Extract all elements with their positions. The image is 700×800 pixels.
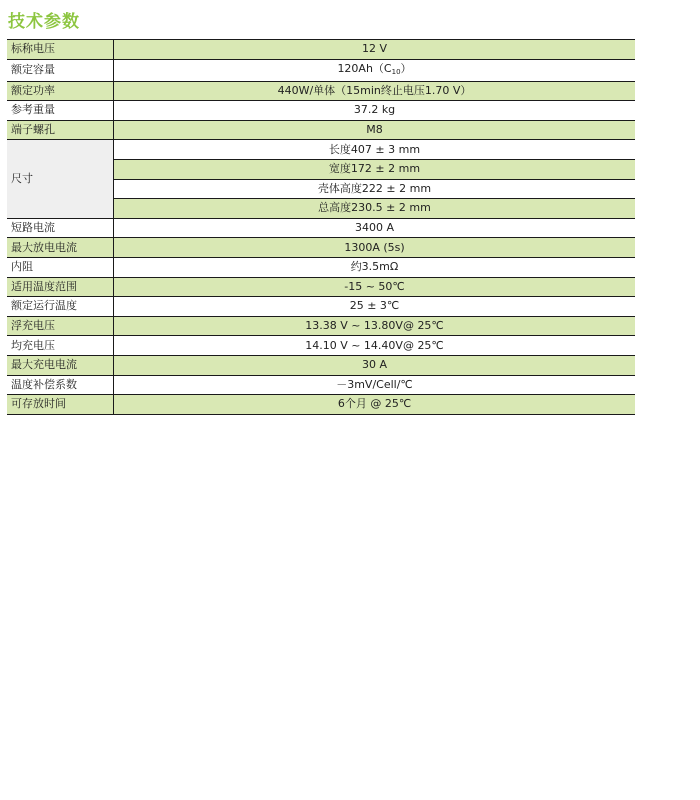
value-text-tail: ） <box>400 61 412 75</box>
row-label: 可存放时间 <box>7 395 114 415</box>
row-label: 内阻 <box>7 257 114 277</box>
row-label: 标称电压 <box>7 40 114 60</box>
row-value: 1300A (5s) <box>114 238 636 258</box>
table-row <box>7 81 635 101</box>
row-value: 总高度230.5 ± 2 mm <box>114 199 636 219</box>
row-label: 温度补偿系数 <box>7 375 114 395</box>
table-row <box>7 140 635 160</box>
page-title: 技术参数 <box>8 12 80 32</box>
table-row <box>7 277 635 297</box>
row-value: 6个月 @ 25℃ <box>114 395 636 415</box>
table-row <box>7 316 635 336</box>
row-label: 额定功率 <box>7 81 114 101</box>
row-label: 额定容量 <box>7 59 114 81</box>
row-label: 浮充电压 <box>7 316 114 336</box>
table-row <box>7 395 635 415</box>
table-row <box>7 59 635 81</box>
row-label: 均充电压 <box>7 336 114 356</box>
row-value: 37.2 kg <box>114 101 636 121</box>
row-value: 长度407 ± 3 mm <box>114 140 636 160</box>
table-row <box>7 355 635 375</box>
table-row <box>7 120 635 140</box>
value-text: 120Ah（C <box>337 61 392 75</box>
row-label: 端子螺孔 <box>7 120 114 140</box>
row-value: -15 ~ 50℃ <box>114 277 636 297</box>
row-value: 3400 A <box>114 218 636 238</box>
spec-table <box>7 39 635 415</box>
row-value: 30 A <box>114 355 636 375</box>
row-value: 25 ± 3℃ <box>114 297 636 317</box>
row-value: 14.10 V ~ 14.40V@ 25℃ <box>114 336 636 356</box>
row-label: 最大放电电流 <box>7 238 114 258</box>
row-value <box>114 59 636 81</box>
table-row <box>7 297 635 317</box>
table-row <box>7 375 635 395</box>
row-label: 额定运行温度 <box>7 297 114 317</box>
row-label: 尺寸 <box>7 140 114 218</box>
row-value: 12 V <box>114 40 636 60</box>
value-subscript: 10 <box>391 67 401 76</box>
table-row <box>7 101 635 121</box>
table-row <box>7 238 635 258</box>
row-label: 短路电流 <box>7 218 114 238</box>
row-value: 约3.5mΩ <box>114 257 636 277</box>
row-value: 宽度172 ± 2 mm <box>114 159 636 179</box>
table-row <box>7 218 635 238</box>
row-label: 适用温度范围 <box>7 277 114 297</box>
table-row <box>7 40 635 60</box>
row-value: －3mV/Cell/℃ <box>114 375 636 395</box>
table-row <box>7 257 635 277</box>
row-value: 壳体高度222 ± 2 mm <box>114 179 636 199</box>
table-row <box>7 336 635 356</box>
row-value: 440W/单体（15min终止电压1.70 V） <box>114 81 636 101</box>
row-value: 13.38 V ~ 13.80V@ 25℃ <box>114 316 636 336</box>
row-label: 最大充电电流 <box>7 355 114 375</box>
row-label: 参考重量 <box>7 101 114 121</box>
row-value: M8 <box>114 120 636 140</box>
